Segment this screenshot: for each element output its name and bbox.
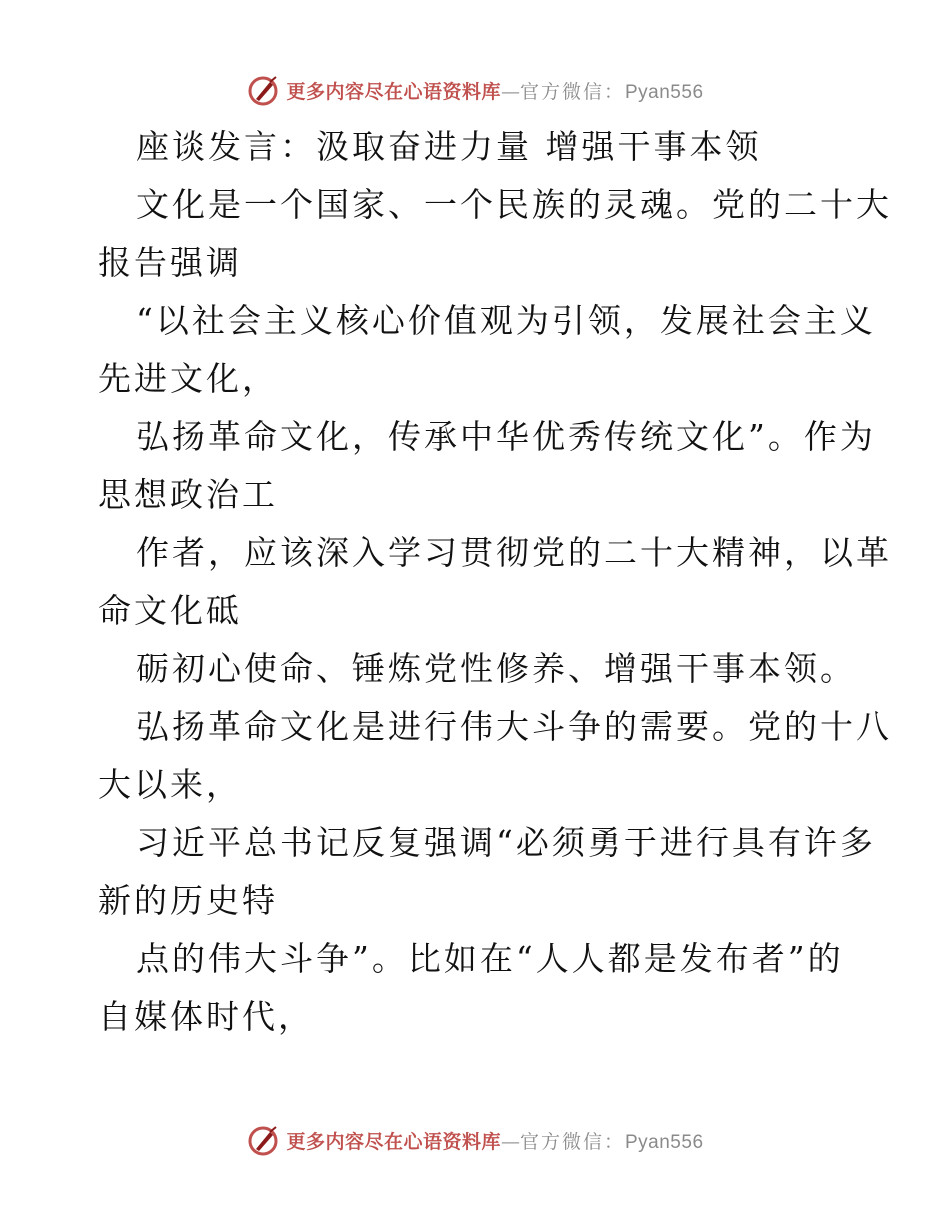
watermark-wechat-id: Pyan556 [625, 1131, 704, 1153]
text-line: 大以来， [98, 765, 242, 804]
watermark-separator: — [500, 80, 520, 103]
watermark-separator: — [500, 1130, 520, 1153]
text-line: 习近平总书记反复强调“必须勇于进行具有许多 [136, 823, 876, 862]
footer-watermark [0, 1120, 950, 1160]
watermark-brand: 更多内容尽在心语资料库 [286, 1130, 501, 1153]
text-line: 文化是一个国家、一个民族的灵魂。党的二十大 [136, 185, 892, 224]
watermark-label: 官方微信： [519, 80, 625, 103]
document-title: 座谈发言：汲取奋进力量 增强干事本领 [136, 127, 762, 166]
text-line: 点的伟大斗争”。比如在“人人都是发布者”的 [136, 939, 844, 978]
text-line: 新的历史特 [98, 881, 278, 920]
text-line: 思想政治工 [98, 475, 278, 514]
text-line: 先进文化， [98, 359, 278, 398]
quill-logo-icon [246, 73, 280, 107]
text-line: 弘扬革命文化，传承中华优秀传统文化”。作为 [136, 417, 876, 456]
text-line: 弘扬革命文化是进行伟大斗争的需要。党的十八 [136, 707, 892, 746]
header-watermark [0, 70, 950, 110]
text-line: 砺初心使命、锤炼党性修养、增强干事本领。 [136, 649, 856, 688]
text-line: 作者，应该深入学习贯彻党的二十大精神，以革 [136, 533, 892, 572]
text-line: “以社会主义核心价值观为引领，发展社会主义 [136, 301, 876, 340]
quill-logo-icon [246, 1123, 280, 1157]
watermark-text [286, 1127, 703, 1154]
text-line: 自媒体时代， [98, 997, 314, 1036]
watermark-wechat-id: Pyan556 [625, 81, 704, 103]
text-line: 命文化砥 [98, 591, 242, 630]
watermark-text [286, 77, 703, 104]
watermark-label: 官方微信： [519, 1130, 625, 1153]
document-body [98, 118, 892, 1046]
text-line: 报告强调 [98, 243, 242, 282]
watermark-brand: 更多内容尽在心语资料库 [286, 80, 501, 103]
